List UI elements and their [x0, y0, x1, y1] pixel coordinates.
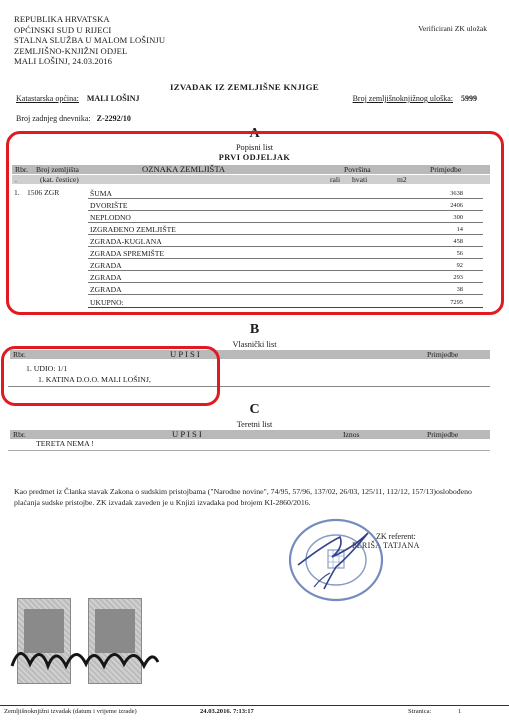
col-broj: Broj zemljišta: [36, 165, 79, 174]
section-a-subname: PRVI ODJELJAK: [218, 153, 291, 162]
col-povrsina: Površina: [344, 165, 371, 174]
header-line: OPĆINSKI SUD U RIJECI: [14, 24, 112, 35]
fee-exemption-note: Kao predmet iz Članka stavak Zakona o sudskim pristojbama ("Narodne novine", 74/95, 57/96, 137/02, 26/03, 125/11, 112/12, 157/13)oslobođeno plaćanja sudske pristojbe. ZK izvadak zaveden je u Knjizi izvadaka pod brojem KI-2860/2016.: [14, 487, 472, 507]
col-rbr: Rbr.: [13, 350, 26, 359]
col-hvati: hvati: [352, 175, 368, 184]
page-footer: [0, 705, 509, 715]
land-name: DVORIŠTE: [90, 201, 128, 210]
section-a-name: Popisni list: [235, 143, 274, 152]
land-area: 2406: [450, 202, 463, 209]
share-line: 1. UDIO: 1/1: [26, 364, 68, 373]
footer-page-number: 1: [458, 708, 462, 715]
diary-value: Z-2292/10: [96, 114, 131, 123]
section-c-header: [10, 430, 490, 439]
document-title: IZVADAK IZ ZEMLJIŠNE KNJIGE: [170, 82, 319, 92]
col-m2: m2: [397, 175, 407, 184]
cadastre-info: [16, 94, 140, 103]
land-name: ŠUMA: [90, 189, 112, 198]
col-iznos: Iznos: [343, 430, 360, 439]
land-area: 3638: [450, 190, 463, 197]
total-value: 7295: [450, 299, 463, 306]
col-rbr: Rbr.: [13, 430, 26, 439]
folio-label: Broj zemljišnoknjižnog uloška:: [352, 94, 453, 103]
folio-value: 5999: [461, 94, 477, 103]
cadastre-label: Katastarska općina:: [16, 94, 79, 103]
section-c-name: Teretni list: [236, 420, 273, 429]
section-a-header-row-2: . (kat. čestice) rali hvati m2: [12, 175, 490, 184]
parcel-number: 1506 ZGR: [27, 188, 60, 197]
col-rbr: Rbr.: [15, 165, 28, 174]
no-encumbrance: TERETA NEMA !: [36, 439, 94, 448]
land-area: 293: [453, 274, 463, 281]
land-name: ZGRADA: [90, 285, 122, 294]
section-a-letter: A: [249, 126, 260, 141]
section-c-divider: [8, 450, 490, 451]
col-upisi: U P I S I: [172, 429, 202, 439]
diary-info: [16, 114, 131, 123]
folio-info: [353, 94, 477, 103]
land-area: 92: [456, 262, 463, 269]
land-name: NEPLODNO: [90, 213, 131, 222]
section-b-letter: B: [249, 322, 260, 337]
footer-label: Zemljišnoknjižni izvadak (datum i vrijeme izrade): [4, 708, 137, 715]
court-header: [14, 14, 165, 67]
col-primjedbe: Primjedbe: [427, 430, 459, 439]
col-kat: (kat. čestice): [40, 175, 79, 184]
land-area: 56: [456, 250, 463, 257]
land-name: ZGRADA-KUGLANA: [90, 237, 162, 246]
section-b-name: Vlasnički list: [232, 340, 277, 349]
row-number: 1.: [14, 188, 20, 197]
referent-label: ZK referent:: [376, 532, 416, 541]
total-label: UKUPNO:: [90, 298, 124, 307]
footer-datetime: 24.03.2016. 7:13:17: [200, 708, 254, 715]
col-upisi: U P I S I: [170, 349, 200, 359]
verified-label: Verificirani ZK uložak: [418, 24, 487, 33]
highlight-box-b: [1, 346, 220, 406]
owner-line: 1. KATINA D.O.O. MALI LOŠINJ,: [38, 375, 151, 384]
land-name: ZGRADA SPREMIŠTE: [90, 249, 165, 258]
header-line: ZEMLJIŠNO-KNJIŽNI ODJEL: [14, 45, 128, 56]
section-c-letter: C: [249, 402, 260, 417]
diary-label: Broj zadnjeg dnevnika:: [16, 114, 91, 123]
stamp-cancellation-scribble: [10, 636, 160, 674]
header-line: STALNA SLUŽBA U MALOM LOŠINJU: [14, 35, 166, 46]
col-primjedbe: Primjedbe: [430, 165, 462, 174]
cadastre-value: MALI LOŠINJ: [86, 94, 140, 103]
land-area: 458: [453, 238, 463, 245]
header-line: REPUBLIKA HRVATSKA: [14, 14, 110, 24]
header-line: MALI LOŠINJ, 24.03.2016: [14, 56, 113, 67]
col-primjedbe: Primjedbe: [427, 350, 459, 359]
land-area: 38: [456, 286, 463, 293]
land-area: 14: [456, 226, 463, 233]
land-name: IZGRAĐENO ZEMLJIŠTE: [90, 225, 176, 234]
court-seal: [284, 517, 388, 603]
col-rali: rali: [330, 175, 341, 184]
highlight-box-a: [6, 131, 504, 315]
footer-page-label: Stranica:: [408, 708, 432, 715]
land-area: 300: [453, 214, 463, 221]
col-oznaka: OZNAKA ZEMLJIŠTA: [142, 164, 226, 174]
land-name: ZGRADA: [90, 261, 122, 270]
referent-name: PERIŠA TATJANA: [352, 541, 420, 550]
land-name: ZGRADA: [90, 273, 122, 282]
